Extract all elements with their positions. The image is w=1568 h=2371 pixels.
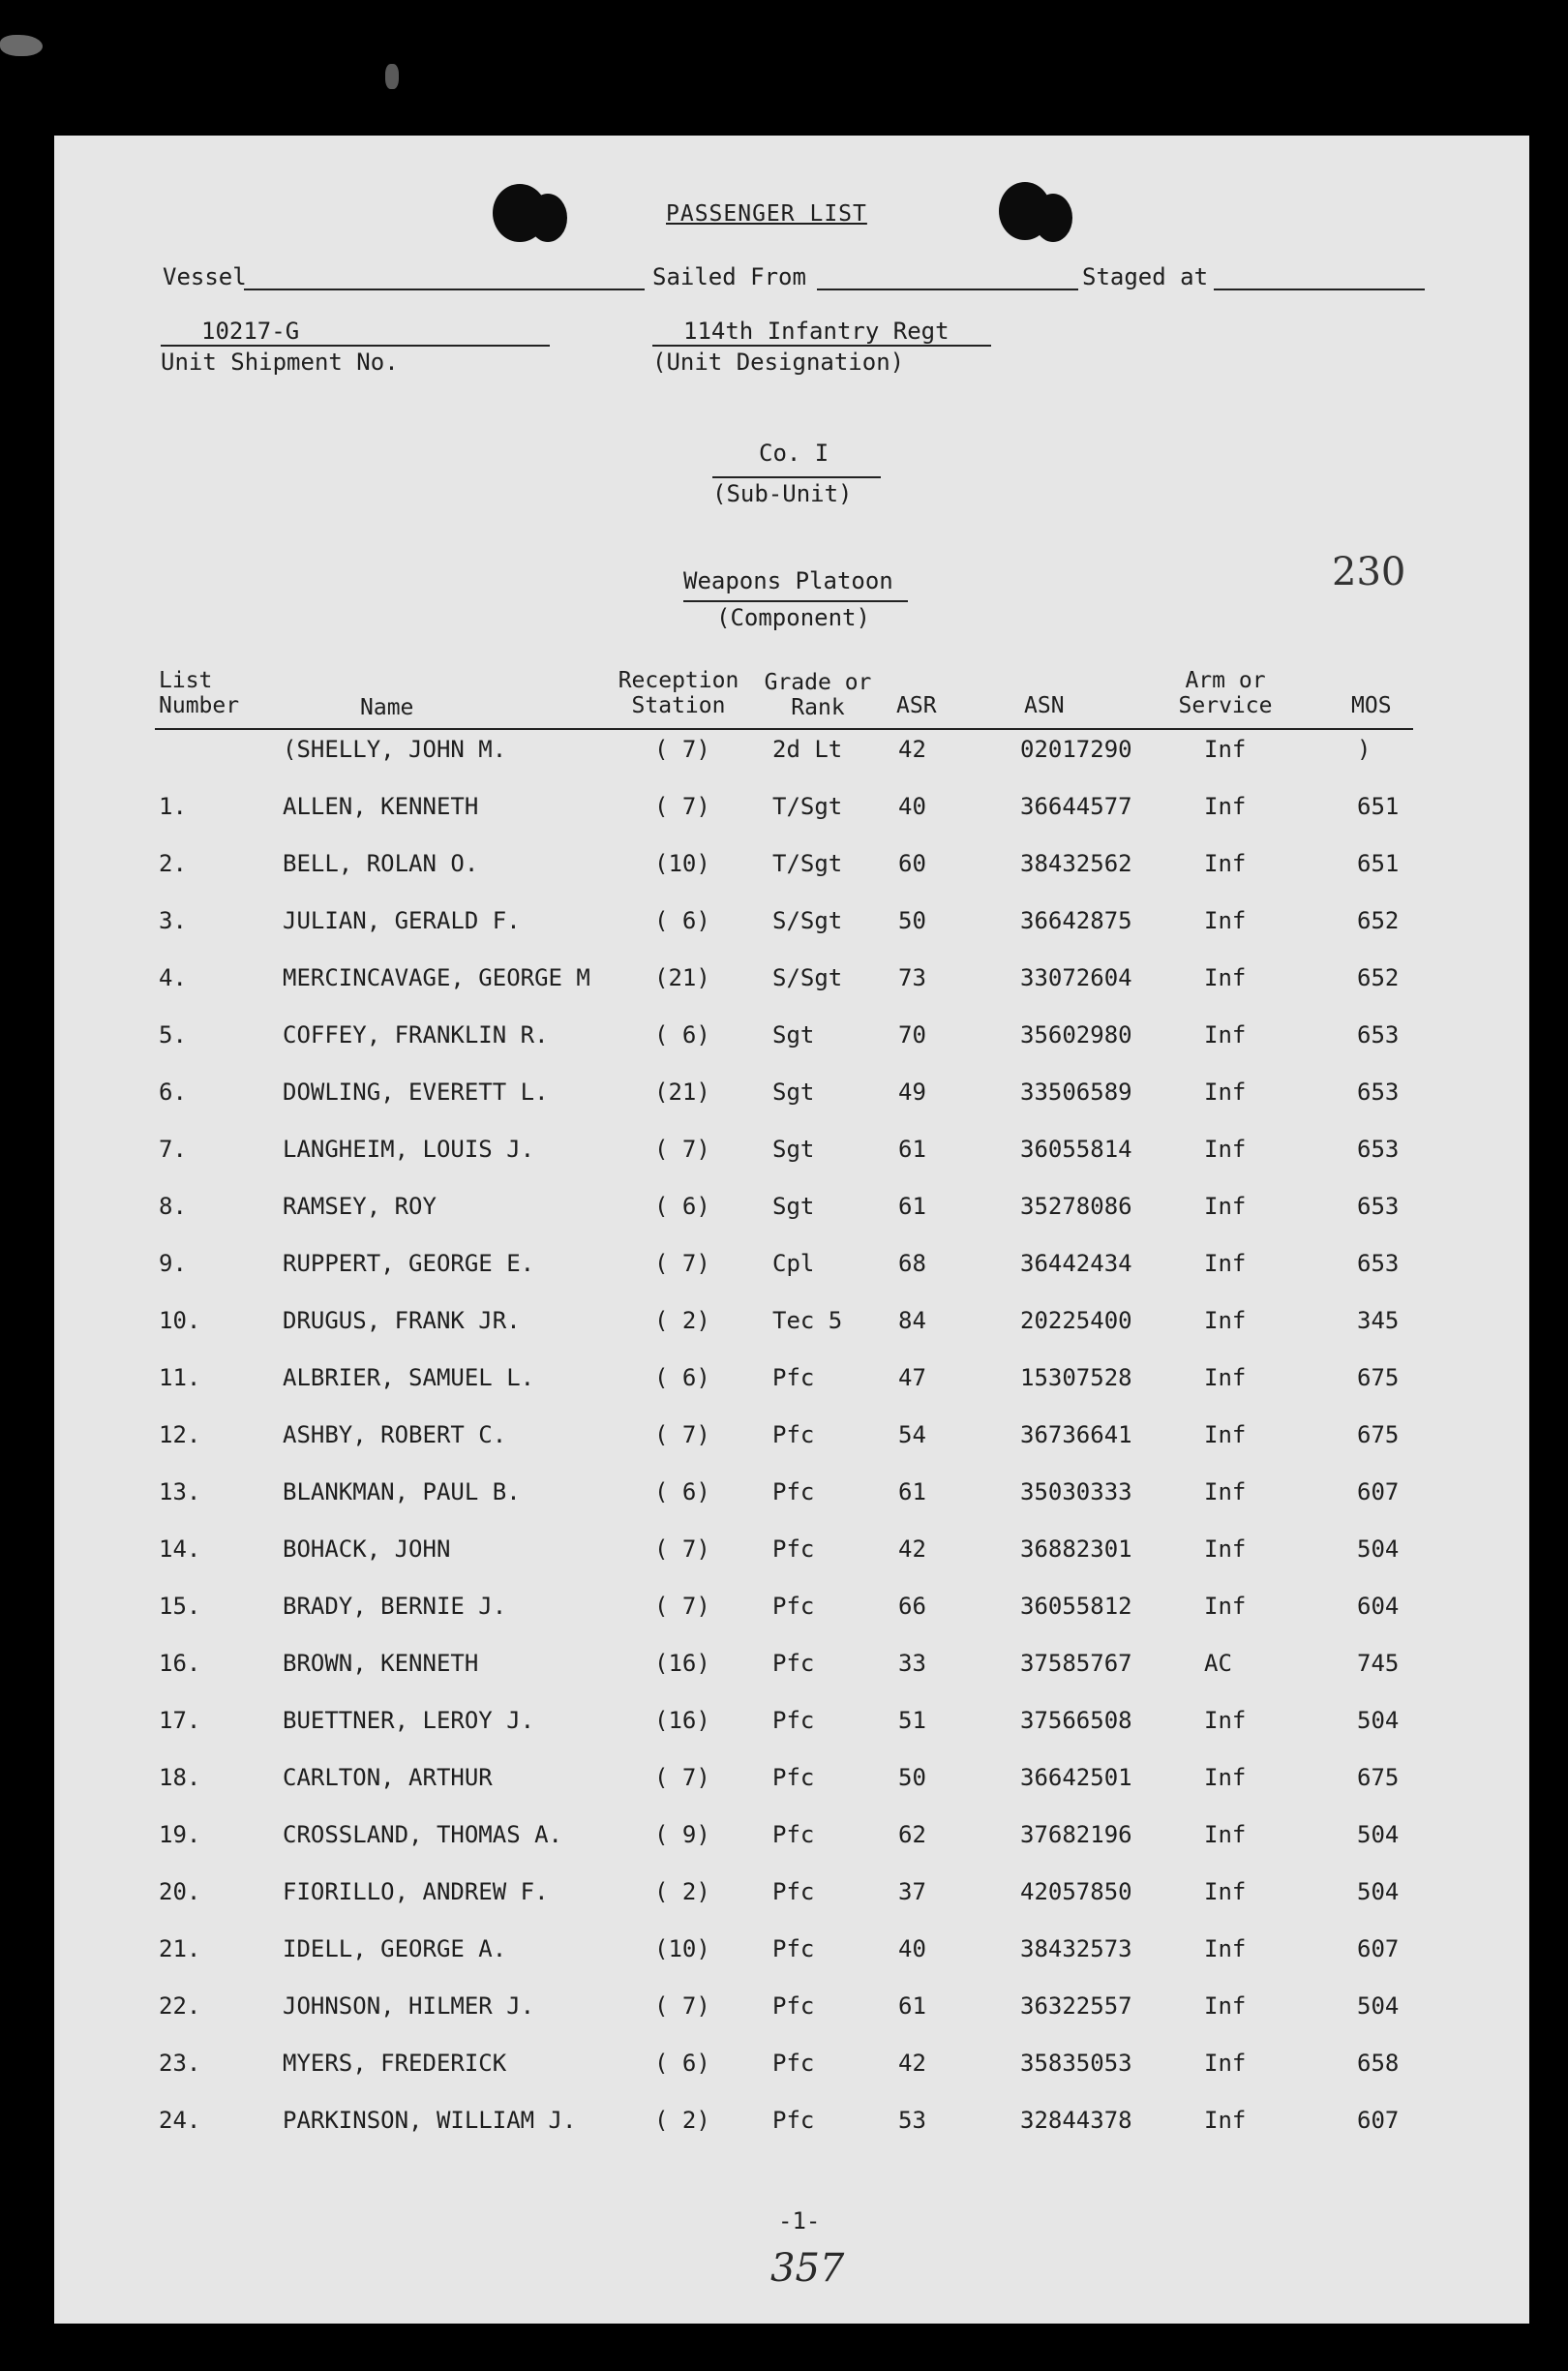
row-arm-service: Inf: [1204, 1136, 1247, 1163]
table-row: [54, 1478, 1529, 1517]
row-asr: 50: [898, 907, 926, 934]
unit-shipment-label: Unit Shipment No.: [161, 349, 399, 376]
row-name: ASHBY, ROBERT C.: [283, 1421, 507, 1448]
row-asn: 02017290: [1020, 736, 1132, 763]
row-name: BOHACK, JOHN: [283, 1535, 451, 1563]
row-name: FIORILLO, ANDREW F.: [283, 1878, 549, 1905]
row-arm-service: Inf: [1204, 1935, 1247, 1962]
row-asn: 38432573: [1020, 1935, 1132, 1962]
table-row: [54, 1764, 1529, 1803]
row-name: RAMSEY, ROY: [283, 1193, 437, 1220]
row-list-number: 3.: [159, 907, 187, 934]
table-row: [54, 1935, 1529, 1974]
row-name: BRADY, BERNIE J.: [283, 1593, 507, 1620]
row-asr: 73: [898, 964, 926, 991]
row-asr: 49: [898, 1079, 926, 1106]
row-asn: 33506589: [1020, 1079, 1132, 1106]
row-grade: S/Sgt: [772, 907, 843, 934]
row-station: ( 7): [654, 1764, 710, 1791]
unit-shipment-rule: [161, 345, 550, 347]
sub-unit: Co. I: [759, 440, 829, 467]
row-list-number: 1.: [159, 793, 187, 820]
col-list-number: List Number: [159, 668, 240, 718]
row-station: ( 7): [654, 1535, 710, 1563]
row-mos: 651: [1357, 793, 1400, 820]
row-mos: 675: [1357, 1364, 1400, 1391]
row-asn: 37682196: [1020, 1821, 1132, 1848]
row-station: (16): [654, 1650, 710, 1677]
row-asn: 36736641: [1020, 1421, 1132, 1448]
row-arm-service: Inf: [1204, 2050, 1247, 2077]
row-asn: 33072604: [1020, 964, 1132, 991]
row-asn: 36055814: [1020, 1136, 1132, 1163]
component-rule: [683, 600, 908, 602]
row-mos: 607: [1357, 2107, 1400, 2134]
row-grade: Pfc: [772, 1478, 815, 1505]
row-name: JOHNSON, HILMER J.: [283, 1992, 535, 2020]
vessel-blank: [244, 289, 645, 290]
row-arm-service: Inf: [1204, 1250, 1247, 1277]
table-row: [54, 907, 1529, 946]
row-asr: 40: [898, 793, 926, 820]
passenger-list-page: [54, 136, 1529, 2324]
vessel-label: Vessel: [163, 263, 247, 290]
row-asr: 60: [898, 850, 926, 877]
row-name: MERCINCAVAGE, GEORGE M: [283, 964, 590, 991]
row-name: BELL, ROLAN O.: [283, 850, 479, 877]
row-name: MYERS, FREDERICK: [283, 2050, 507, 2077]
row-grade: Pfc: [772, 2050, 815, 2077]
row-station: ( 6): [654, 1021, 710, 1049]
row-station: (21): [654, 964, 710, 991]
row-grade: Pfc: [772, 1992, 815, 2020]
row-arm-service: Inf: [1204, 1079, 1247, 1106]
row-grade: Pfc: [772, 1593, 815, 1620]
row-mos: 653: [1357, 1021, 1400, 1049]
staged-at-blank: [1214, 289, 1425, 290]
row-grade: Sgt: [772, 1193, 815, 1220]
row-arm-service: Inf: [1204, 1593, 1247, 1620]
row-station: ( 6): [654, 1478, 710, 1505]
row-asn: 20225400: [1020, 1307, 1132, 1334]
row-arm-service: Inf: [1204, 907, 1247, 934]
row-asr: 61: [898, 1478, 926, 1505]
col-reception-station: Reception Station: [618, 668, 739, 718]
row-asn: 36642875: [1020, 907, 1132, 934]
col-name: Name: [360, 695, 414, 720]
row-asn: 36882301: [1020, 1535, 1132, 1563]
row-asn: 32844378: [1020, 2107, 1132, 2134]
row-asr: 50: [898, 1764, 926, 1791]
row-asr: 66: [898, 1593, 926, 1620]
row-grade: Tec 5: [772, 1307, 843, 1334]
row-asn: 36322557: [1020, 1992, 1132, 2020]
row-name: CROSSLAND, THOMAS A.: [283, 1821, 562, 1848]
table-row: [54, 1707, 1529, 1746]
row-grade: Pfc: [772, 1821, 815, 1848]
row-asr: 61: [898, 1193, 926, 1220]
row-list-number: 6.: [159, 1079, 187, 1106]
table-row: [54, 1992, 1529, 2031]
table-row: [54, 1250, 1529, 1289]
row-asr: 53: [898, 2107, 926, 2134]
table-row: [54, 1593, 1529, 1631]
row-mos: 652: [1357, 907, 1400, 934]
row-grade: Pfc: [772, 1650, 815, 1677]
row-name: BUETTNER, LEROY J.: [283, 1707, 535, 1734]
row-station: ( 7): [654, 1421, 710, 1448]
row-asn: 15307528: [1020, 1364, 1132, 1391]
row-arm-service: Inf: [1204, 1764, 1247, 1791]
row-station: ( 9): [654, 1821, 710, 1848]
row-asn: 36644577: [1020, 793, 1132, 820]
row-mos: 658: [1357, 2050, 1400, 2077]
row-grade: Sgt: [772, 1079, 815, 1106]
col-mos: MOS: [1351, 693, 1392, 718]
page-number: -1-: [778, 2207, 821, 2234]
row-asn: 35602980: [1020, 1021, 1132, 1049]
row-grade: Pfc: [772, 1878, 815, 1905]
row-name: IDELL, GEORGE A.: [283, 1935, 507, 1962]
row-asr: 61: [898, 1992, 926, 2020]
row-station: (10): [654, 1935, 710, 1962]
row-mos: 745: [1357, 1650, 1400, 1677]
row-asr: 70: [898, 1021, 926, 1049]
row-list-number: 10.: [159, 1307, 201, 1334]
unit-designation: 114th Infantry Regt: [683, 318, 950, 345]
row-asr: 42: [898, 736, 926, 763]
row-grade: Pfc: [772, 1707, 815, 1734]
row-list-number: 23.: [159, 2050, 201, 2077]
row-list-number: 14.: [159, 1535, 201, 1563]
component-label: (Component): [716, 604, 870, 631]
row-asn: 35278086: [1020, 1193, 1132, 1220]
row-list-number: 12.: [159, 1421, 201, 1448]
row-name: BROWN, KENNETH: [283, 1650, 479, 1677]
row-grade: Pfc: [772, 1364, 815, 1391]
table-row: [54, 1821, 1529, 1860]
row-asr: 62: [898, 1821, 926, 1848]
row-arm-service: Inf: [1204, 1478, 1247, 1505]
page-stamp: 230: [1332, 550, 1406, 594]
row-asn: 36442434: [1020, 1250, 1132, 1277]
table-row: [54, 1193, 1529, 1231]
row-list-number: 20.: [159, 1878, 201, 1905]
row-station: ( 2): [654, 1307, 710, 1334]
row-station: ( 2): [654, 1878, 710, 1905]
scan-artifact: [385, 64, 399, 89]
row-asn: 35835053: [1020, 2050, 1132, 2077]
row-mos: 504: [1357, 1535, 1400, 1563]
row-asn: 35030333: [1020, 1478, 1132, 1505]
row-name: ALBRIER, SAMUEL L.: [283, 1364, 535, 1391]
row-asr: 40: [898, 1935, 926, 1962]
row-arm-service: Inf: [1204, 2107, 1247, 2134]
row-station: ( 7): [654, 1593, 710, 1620]
table-row: [54, 1650, 1529, 1688]
row-mos: 607: [1357, 1935, 1400, 1962]
table-row: [54, 1421, 1529, 1460]
row-mos: 653: [1357, 1136, 1400, 1163]
row-grade: Pfc: [772, 1535, 815, 1563]
col-asn: ASN: [1024, 693, 1065, 718]
row-list-number: 15.: [159, 1593, 201, 1620]
row-station: ( 7): [654, 1992, 710, 2020]
row-name: ALLEN, KENNETH: [283, 793, 479, 820]
row-asr: 54: [898, 1421, 926, 1448]
row-list-number: 17.: [159, 1707, 201, 1734]
row-arm-service: Inf: [1204, 1707, 1247, 1734]
row-grade: Pfc: [772, 1764, 815, 1791]
row-grade: Pfc: [772, 1421, 815, 1448]
row-list-number: 24.: [159, 2107, 201, 2134]
table-row: [54, 1307, 1529, 1346]
row-mos: 607: [1357, 1478, 1400, 1505]
row-list-number: 7.: [159, 1136, 187, 1163]
row-station: ( 6): [654, 907, 710, 934]
row-station: ( 6): [654, 2050, 710, 2077]
table-row: [54, 1364, 1529, 1403]
punch-hole: [528, 194, 567, 242]
row-list-number: 16.: [159, 1650, 201, 1677]
row-mos: 653: [1357, 1250, 1400, 1277]
row-name: PARKINSON, WILLIAM J.: [283, 2107, 577, 2134]
row-list-number: 8.: [159, 1193, 187, 1220]
component: Weapons Platoon: [683, 567, 893, 594]
row-arm-service: AC: [1204, 1650, 1232, 1677]
table-row: [54, 2107, 1529, 2145]
row-asr: 42: [898, 2050, 926, 2077]
row-list-number: 4.: [159, 964, 187, 991]
row-station: ( 7): [654, 1136, 710, 1163]
row-arm-service: Inf: [1204, 1992, 1247, 2020]
row-asr: 33: [898, 1650, 926, 1677]
table-row: [54, 1136, 1529, 1174]
sub-unit-label: (Sub-Unit): [712, 480, 853, 507]
row-list-number: 21.: [159, 1935, 201, 1962]
row-asn: 37585767: [1020, 1650, 1132, 1677]
row-mos: 504: [1357, 1821, 1400, 1848]
row-arm-service: Inf: [1204, 793, 1247, 820]
row-asr: 51: [898, 1707, 926, 1734]
row-arm-service: Inf: [1204, 1821, 1247, 1848]
scan-artifact: [0, 35, 43, 56]
table-row: [54, 1535, 1529, 1574]
sailed-from-label: Sailed From: [652, 263, 806, 290]
row-name: LANGHEIM, LOUIS J.: [283, 1136, 535, 1163]
unit-shipment-number: 10217-G: [201, 318, 300, 345]
row-list-number: 5.: [159, 1021, 187, 1049]
row-arm-service: Inf: [1204, 1021, 1247, 1049]
staged-at-label: Staged at: [1082, 263, 1209, 290]
row-station: ( 6): [654, 1193, 710, 1220]
row-station: ( 7): [654, 793, 710, 820]
row-list-number: 22.: [159, 1992, 201, 2020]
row-name: JULIAN, GERALD F.: [283, 907, 521, 934]
row-mos: 675: [1357, 1764, 1400, 1791]
row-list-number: 11.: [159, 1364, 201, 1391]
row-arm-service: Inf: [1204, 1878, 1247, 1905]
row-arm-service: Inf: [1204, 1193, 1247, 1220]
row-mos: 504: [1357, 1707, 1400, 1734]
row-asr: 61: [898, 1136, 926, 1163]
row-name: DRUGUS, FRANK JR.: [283, 1307, 521, 1334]
row-grade: 2d Lt: [772, 736, 843, 763]
row-station: ( 6): [654, 1364, 710, 1391]
row-mos: ): [1357, 736, 1372, 763]
row-asn: 38432562: [1020, 850, 1132, 877]
row-mos: 651: [1357, 850, 1400, 877]
row-mos: 653: [1357, 1079, 1400, 1106]
table-row: [54, 1878, 1529, 1917]
row-asn: 37566508: [1020, 1707, 1132, 1734]
punch-hole: [1034, 194, 1072, 242]
col-arm-service: Arm or Service: [1178, 668, 1273, 718]
row-list-number: 19.: [159, 1821, 201, 1848]
row-name: DOWLING, EVERETT L.: [283, 1079, 549, 1106]
row-asr: 37: [898, 1878, 926, 1905]
row-grade: Cpl: [772, 1250, 815, 1277]
row-list-number: 2.: [159, 850, 187, 877]
row-mos: 653: [1357, 1193, 1400, 1220]
row-mos: 604: [1357, 1593, 1400, 1620]
row-station: (10): [654, 850, 710, 877]
sailed-from-blank: [817, 289, 1078, 290]
row-station: ( 7): [654, 736, 710, 763]
row-grade: T/Sgt: [772, 850, 843, 877]
row-asr: 68: [898, 1250, 926, 1277]
row-arm-service: Inf: [1204, 736, 1247, 763]
row-arm-service: Inf: [1204, 850, 1247, 877]
row-asn: 36642501: [1020, 1764, 1132, 1791]
row-grade: Pfc: [772, 2107, 815, 2134]
col-grade-rank: Grade or Rank: [764, 670, 872, 720]
row-asr: 84: [898, 1307, 926, 1334]
row-arm-service: Inf: [1204, 1307, 1247, 1334]
row-mos: 345: [1357, 1307, 1400, 1334]
table-row: [54, 1021, 1529, 1060]
table-row: [54, 850, 1529, 889]
row-arm-service: Inf: [1204, 1421, 1247, 1448]
table-row: [54, 2050, 1529, 2088]
row-name: COFFEY, FRANKLIN R.: [283, 1021, 549, 1049]
header-rule: [155, 728, 1413, 730]
row-name: CARLTON, ARTHUR: [283, 1764, 493, 1791]
table-row: [54, 1079, 1529, 1117]
col-asr: ASR: [896, 693, 937, 718]
row-asr: 42: [898, 1535, 926, 1563]
row-list-number: 13.: [159, 1478, 201, 1505]
row-mos: 675: [1357, 1421, 1400, 1448]
row-grade: Pfc: [772, 1935, 815, 1962]
row-name: RUPPERT, GEORGE E.: [283, 1250, 535, 1277]
table-row: [54, 793, 1529, 832]
document-title: PASSENGER LIST: [666, 201, 867, 227]
row-list-number: 9.: [159, 1250, 187, 1277]
row-arm-service: Inf: [1204, 964, 1247, 991]
row-arm-service: Inf: [1204, 1364, 1247, 1391]
table-row: [54, 736, 1529, 775]
row-station: ( 7): [654, 1250, 710, 1277]
row-grade: Sgt: [772, 1136, 815, 1163]
row-grade: T/Sgt: [772, 793, 843, 820]
row-mos: 652: [1357, 964, 1400, 991]
row-name: (SHELLY, JOHN M.: [283, 736, 507, 763]
row-mos: 504: [1357, 1878, 1400, 1905]
table-row: [54, 964, 1529, 1003]
row-name: BLANKMAN, PAUL B.: [283, 1478, 521, 1505]
unit-designation-rule: [652, 345, 991, 347]
row-mos: 504: [1357, 1992, 1400, 2020]
row-station: (16): [654, 1707, 710, 1734]
row-arm-service: Inf: [1204, 1535, 1247, 1563]
row-asn: 42057850: [1020, 1878, 1132, 1905]
handwritten-number: 357: [770, 2246, 845, 2291]
row-grade: S/Sgt: [772, 964, 843, 991]
row-grade: Sgt: [772, 1021, 815, 1049]
row-station: (21): [654, 1079, 710, 1106]
row-list-number: 18.: [159, 1764, 201, 1791]
unit-designation-label: (Unit Designation): [652, 349, 905, 376]
row-asr: 47: [898, 1364, 926, 1391]
row-station: ( 2): [654, 2107, 710, 2134]
sub-unit-rule: [712, 476, 881, 478]
row-asn: 36055812: [1020, 1593, 1132, 1620]
